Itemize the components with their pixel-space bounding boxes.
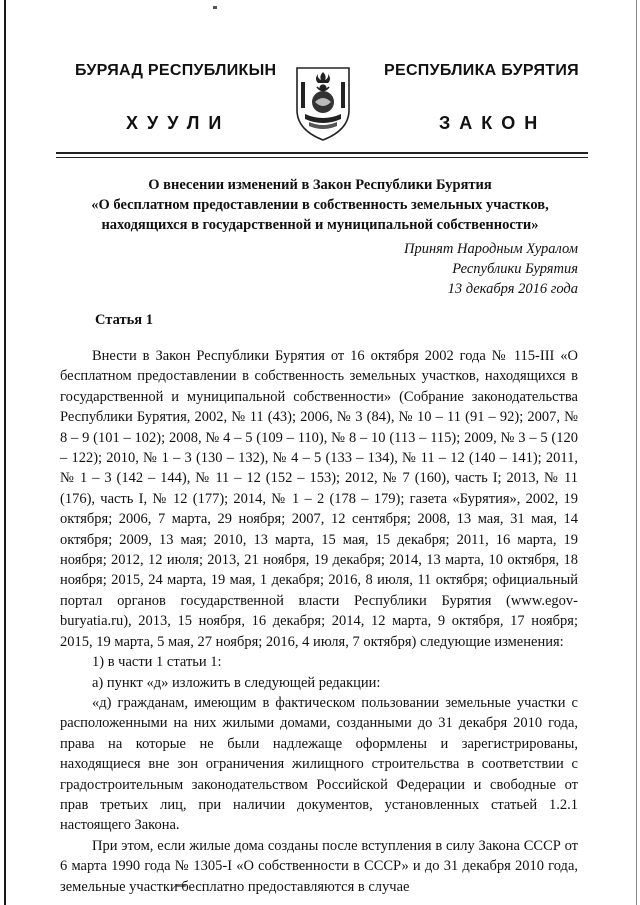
paragraph: При этом, если жилые дома созданы после вступления в силу Закона СССР от 6 марта 1990 года № 1305-I «О собственности в СССР» и до 31 декабря 2010 года, земельные участки бесплатно предоставляются в случае <box>60 837 578 895</box>
header-right-subtitle: ЗАКОН <box>439 113 547 133</box>
coat-of-arms-icon <box>293 58 353 142</box>
law-title-line: «О бесплатном предоставлении в собственность земельных участков, <box>91 197 549 213</box>
law-title-line: находящихся в государственной и муниципальной собственности» <box>101 217 539 233</box>
article-heading: Статья 1 <box>95 312 153 328</box>
adoption-date: 13 декабря 2016 года <box>447 281 578 297</box>
header-rule-thin <box>56 157 588 158</box>
adoption-note <box>404 239 578 299</box>
adoption-line: Принят Народным Хуралом <box>403 241 578 257</box>
header-right-title: РЕСПУБЛИКА БУРЯТИЯ <box>384 62 579 79</box>
article-body <box>60 346 578 897</box>
paragraph: «д) гражданам, имеющим в фактическом пользовании земельные участки с расположенными на них жилыми домами, созданными до 31 декабря 2010 года, права на которые не были надлежаще оформлены и зарегистрированы, находящиеся вне зон ограничения жилищного строительства в соответствии с градостроительным законодательством Российской Федерации и свободные от прав третьих лиц, при наличии документов, установленных статьей 1.2.1 настоящего Закона. <box>60 694 578 834</box>
scan-speck <box>213 6 217 9</box>
scan-left-edge <box>4 0 6 905</box>
paragraph: Внести в Закон Республики Бурятия от 16 октября 2002 года № 115-III «О бесплатном предоставлении в собственность земельных участков, находящихся в государственной и муниципальной собственности» (Собрание законодательства Республики Бурятия, 2002, № 11 (43); 2006, № 3 (84), № 10 – 11 (91 – 92); 2007, № 8 – 9 (101 – 102); 2008, № 4 – 5 (109 – 110), № 8 – 10 (113 – 115); 2009, № 3 – 5 (120 – 122); 2010, № 1 – 3 (130 – 132), № 4 – 5 (133 – 134), № 11 – 12 (140 – 141); 2011, № 1 – 3 (142 – 144), № 11 – 12 (152 – 153); 2012, № 7 (160), часть I; 2013, № 11 (176), часть I, № 12 (177); 2014, № 1 – 2 (178 – 179); газета «Бурятия», 2002, 19 октября; 2006, 7 марта, 29 ноября; 2007, 12 сентября; 2008, 13 мая, 31 мая, 14 октября; 2009, 13 мая; 2010, 13 марта, 15 мая, 15 декабря; 2011, 16 марта, 19 ноября; 2012, 12 июля; 2013, 21 ноября, 19 декабря; 2014, 13 марта, 10 октября, 18 ноября; 2015, 24 марта, 19 мая, 1 декабря; 2016, 8 июля, 11 октября; официальный портал органов государственной власти Республики Бурятия (www.egov-buryatia.ru), 2013, 15 ноября, 16 декабря; 2014, 12 марта, 9 октября, 17 ноября; 2015, 19 марта, 5 мая, 27 ноября; 2016, 4 июля, 7 октября) следующие изменения: <box>60 348 578 650</box>
paragraph: 1) в части 1 статьи 1: <box>92 654 222 671</box>
scan-right-edge <box>636 0 637 905</box>
header-left-subtitle: ХУУЛИ <box>126 113 231 133</box>
header-rule-thick <box>56 152 588 154</box>
header-left-title: БУРЯАД РЕСПУБЛИКЫН <box>75 62 277 79</box>
law-title-line: О внесении изменений в Закон Республики Бурятия <box>148 177 492 193</box>
law-title <box>60 175 580 235</box>
adoption-line: Республики Бурятия <box>452 261 578 277</box>
paragraph: а) пункт «д» изложить в следующей редакции: <box>92 674 381 691</box>
